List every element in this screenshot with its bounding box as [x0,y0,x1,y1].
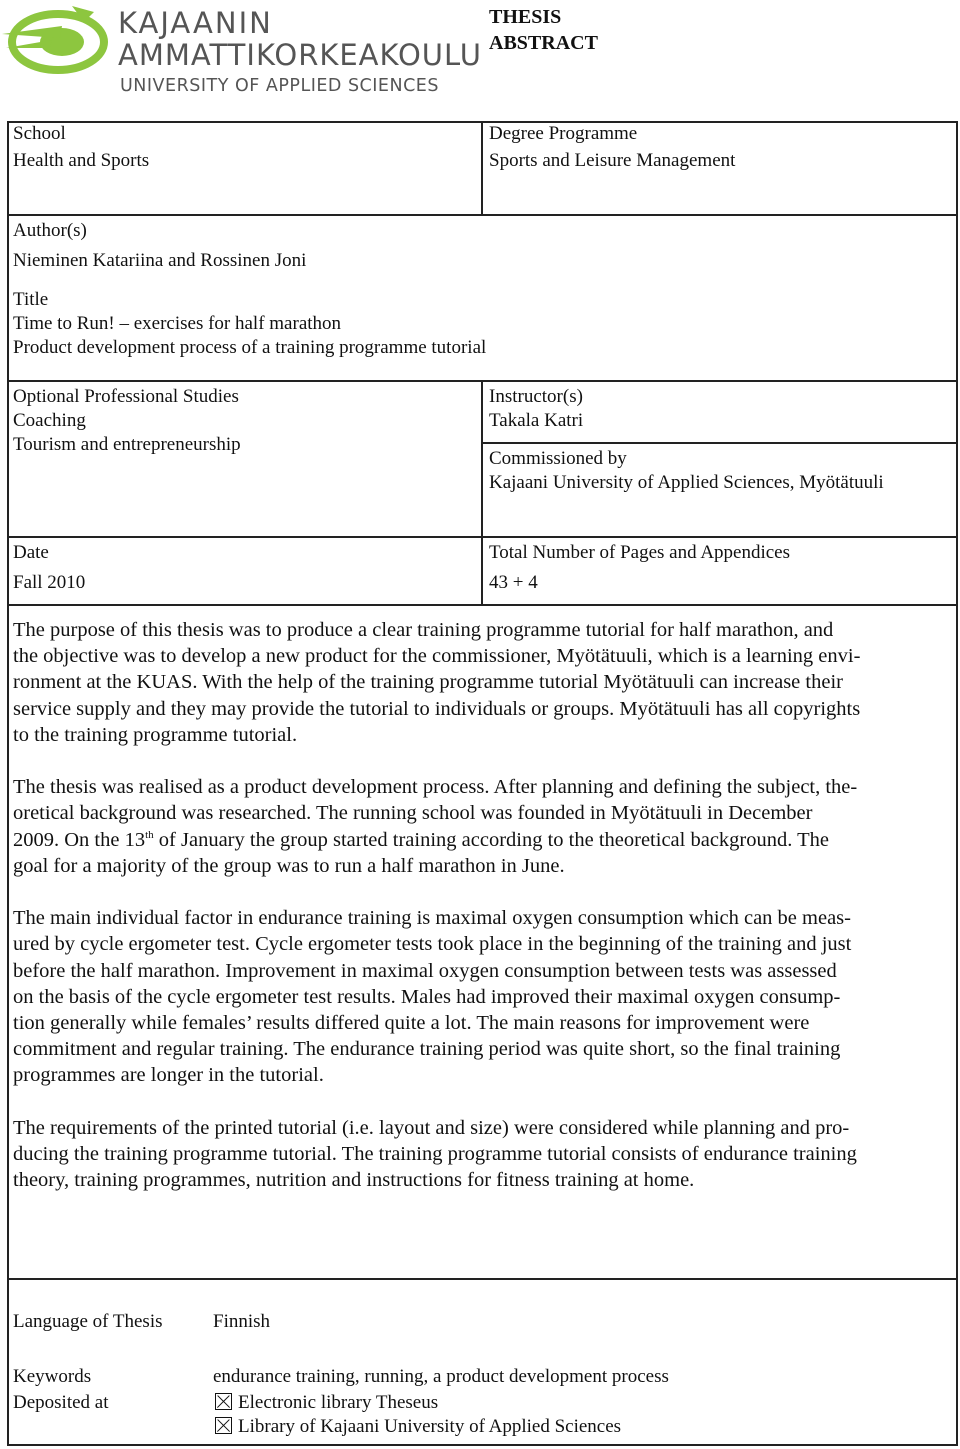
pages-value: 43 + 4 [489,572,538,593]
doc-type-line-2: ABSTRACT [489,32,598,54]
school-label: School [13,123,66,144]
logo-line-1: KAJAANIN [118,6,273,40]
checked-box-icon[interactable] [215,1393,232,1410]
instructor-value: Takala Katri [489,410,584,431]
checked-box-icon[interactable] [215,1417,232,1434]
degree-label: Degree Programme [489,123,638,144]
title-label: Title [13,289,49,310]
optional-studies-item: Tourism and entrepreneurship [13,434,241,455]
school-value: Health and Sports [13,150,150,171]
doc-type [489,4,598,56]
language-label: Language of Thesis [13,1311,163,1332]
date-value: Fall 2010 [13,572,86,593]
doc-type-line-1: THESIS [489,6,562,28]
pages-label: Total Number of Pages and Appendices [489,542,791,563]
abstract-paragraph-4: The requirements of the printed tutorial (i.e. layout and size) were considered while planning and pro- ducing the training programme tutorial. The training programme tutorial consists of endurance training theory, training programmes, nutrition and instructions for fitness training at home. [13,1116,857,1192]
keywords-value: endurance training, running, a product development process [213,1366,669,1387]
abstract-paragraph-2: The thesis was realised as a product development process. After planning and defining the subject, the- oretical background was researched. The running school was founded in Myötätuuli in December 2009. On the 13th of January the group started training according to the theoretical background. The goal for a majority of the group was to run a half marathon in June. [13,776,858,877]
title-line-1: Time to Run! – exercises for half marathon [13,313,342,334]
logo-line-3: UNIVERSITY OF APPLIED SCIENCES [120,76,439,96]
university-logo [0,0,482,100]
deposit-option: Library of Kajaani University of Applied Sciences [215,1415,621,1439]
optional-studies-item: Coaching [13,410,86,431]
commissioned-label: Commissioned by [489,448,627,469]
deposited-label: Deposited at [13,1392,109,1413]
logo-line-2: AMMATTIKORKEAKOULU [118,38,482,72]
optional-studies-label: Optional Professional Studies [13,386,239,407]
instructor-label: Instructor(s) [489,386,583,407]
language-value: Finnish [213,1311,271,1332]
authors-label: Author(s) [13,220,87,241]
degree-value: Sports and Leisure Management [489,150,736,171]
logo-emblem-icon [2,4,108,74]
abstract-body [13,617,860,1220]
abstract-paragraph-3: The main individual factor in endurance training is maximal oxygen consumption which can be meas- ured by cycle ergometer test. Cycle ergometer tests took place in the beginning of the training and just before the half marathon. Improvement in maximal oxygen consumption between tests was assessed on the basis of the cycle ergometer test results. Males had improved their maximal oxygen consump- tion generally while females’ results differed quite a lot. The main reasons for improvement were commitment and regular training. The endurance training period was quite short, so the final training programmes are longer in the tutorial. [13,907,852,1087]
keywords-label: Keywords [13,1366,92,1387]
authors-value: Nieminen Katariina and Rossinen Joni [13,250,307,271]
commissioned-value: Kajaani University of Applied Sciences, Myötätuuli [489,472,884,493]
title-line-2: Product development process of a training programme tutorial [13,337,487,358]
date-label: Date [13,542,49,563]
deposit-option: Electronic library Theseus [215,1391,438,1415]
abstract-paragraph-1: The purpose of this thesis was to produce a clear training programme tutorial for half marathon, and the objective was to develop a new product for the commissioner, Myötätuuli, which is a learning envi- ronment at the KUAS. With the help of the training programme tutorial Myötätuuli can increase their service supply and they may provide the tutorial to individuals or groups. Myötätuuli has all copyrights to the training programme tutorial. [13,619,861,746]
